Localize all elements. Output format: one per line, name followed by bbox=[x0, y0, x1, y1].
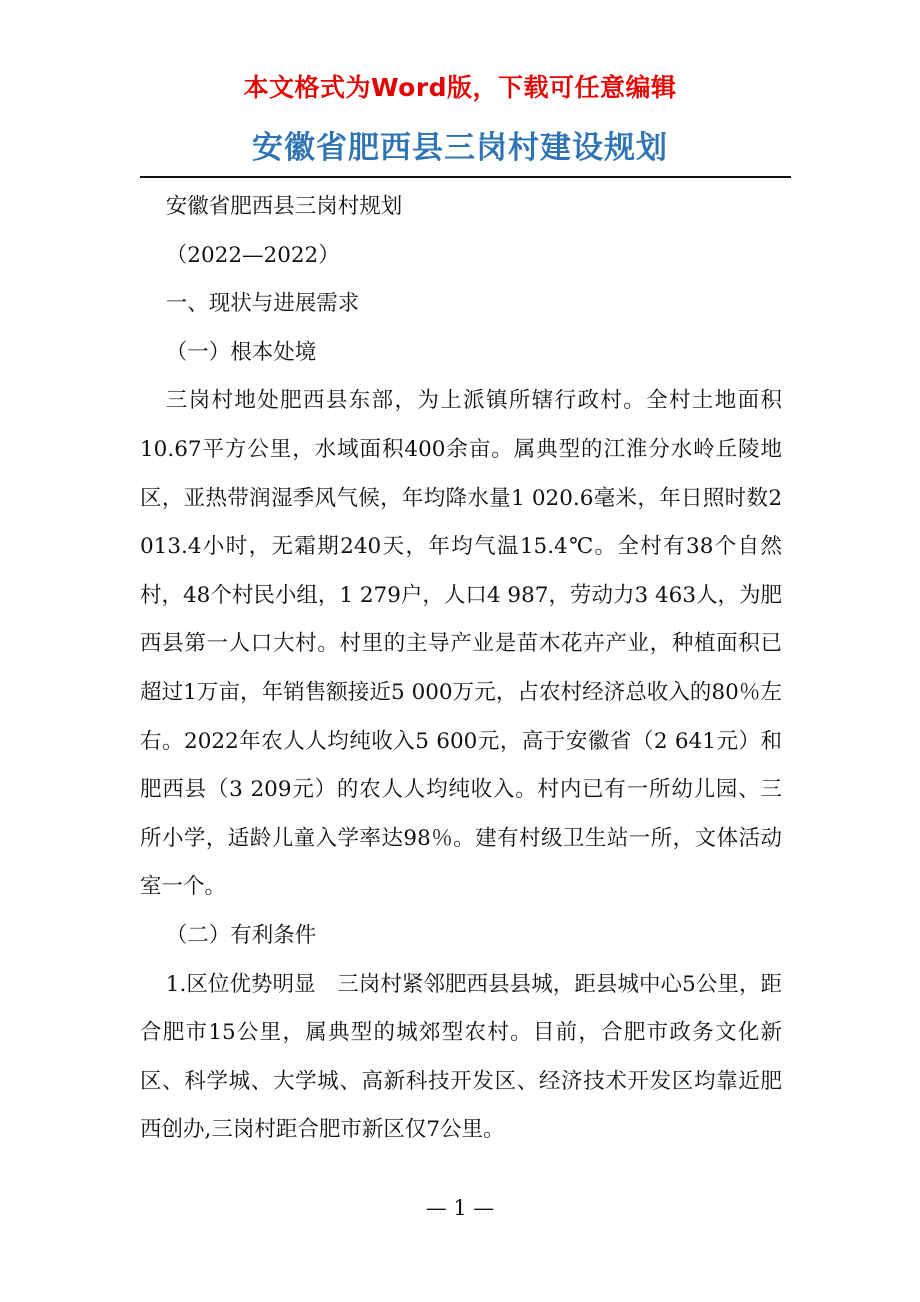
paragraph-village-overview: 三岗村地处肥西县东部，为上派镇所辖行政村。全村土地面积10.67平方公里，水域面积400余亩。属典型的江淮分水岭丘陵地区，亚热带润湿季风气候，年均降水量1 020.6毫米，年日照时数2 013.4小时，无霜期240天，年均气温15.4℃。全村有38个自然村，48个村民小组，1 279户，人口4 987，劳动力3 463人，为肥西县第一人口大村。村里的主导产业是苗木花卉产业，种植面积已超过1万亩，年销售额接近5 000万元，占农村经济总收入的80％左右。2022年农人人均纯收入5 600元，高于安徽省（2 641元）和肥西县（3 209元）的农人人均纯收入。村内已有一所幼儿园、三所小学，适龄儿童入学率达98％。建有村级卫生站一所，文体活动室一个。 bbox=[140, 388, 783, 900]
document-body bbox=[140, 183, 782, 1155]
page-number: — 1 — bbox=[425, 1196, 495, 1220]
title-divider bbox=[140, 176, 791, 178]
paragraph-location-advantage: 1.区位优势明显 三岗村紧邻肥西县县城，距县城中心5公里，距合肥市15公里，属典型的城郊型农村。目前，合肥市政务文化新区、科学城、大学城、高新科技开发区、经济技术开发区均靠近肥西创办,三岗村距合肥市新区仅7公里。 bbox=[140, 971, 782, 1143]
plan-years: （2022—2022） bbox=[165, 242, 340, 268]
plan-heading: 安徽省肥西县三岗村规划 bbox=[165, 194, 403, 219]
document-title: 安徽省肥西县三岗村建设规划 bbox=[252, 130, 668, 166]
format-notice-banner: 本文格式为Word版，下载可任意编辑 bbox=[243, 73, 677, 102]
subsection-heading-basic-situation: （一）根本处境 bbox=[165, 339, 317, 365]
subsection-heading-favorable-conditions: （二）有利条件 bbox=[165, 922, 317, 948]
section-heading-status: 一、现状与进展需求 bbox=[165, 291, 360, 317]
